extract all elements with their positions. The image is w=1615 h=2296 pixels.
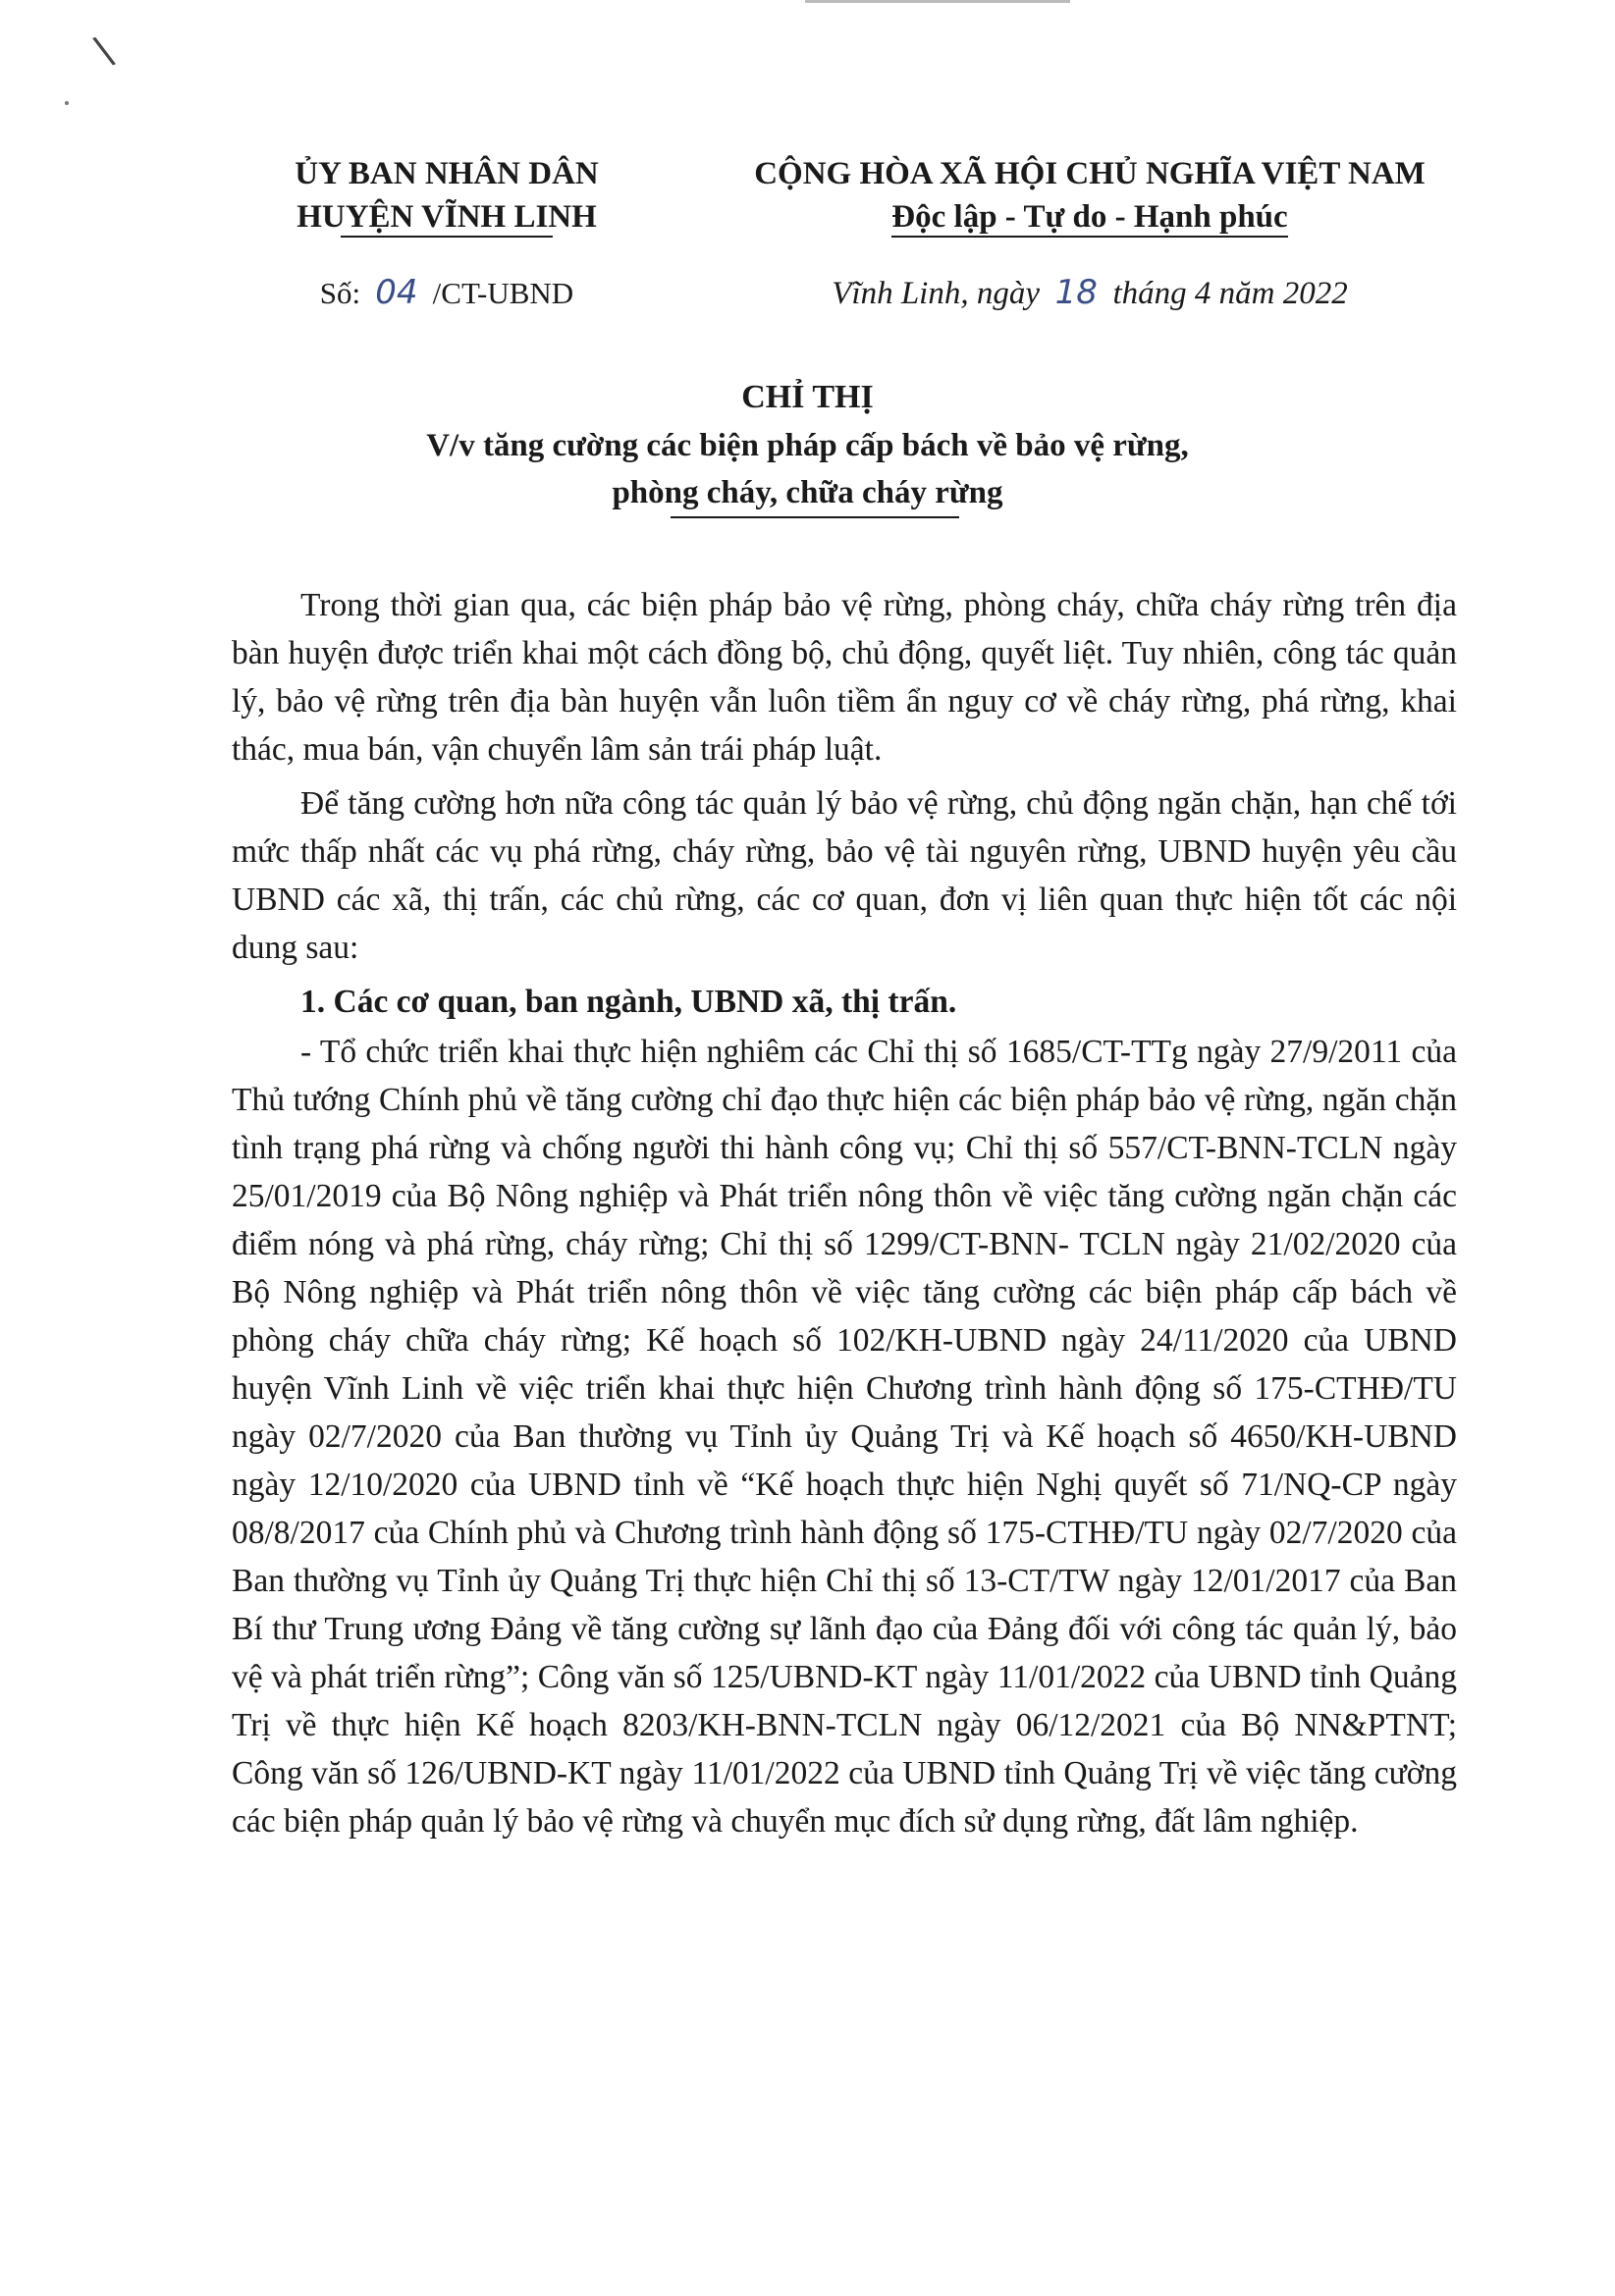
- doc-number-handwritten: 04: [375, 273, 418, 312]
- date-day-handwritten: 18: [1054, 273, 1098, 312]
- scan-edge-mark: [805, 0, 1070, 3]
- body-paragraph-2: Để tăng cường hơn nữa công tác quản lý bảo vệ rừng, chủ động ngăn chặn, hạn chế tới mức thấp nhất các vụ phá rừng, cháy rừng, bảo vệ tài nguyên rừng, UBND huyện yêu cầu UBND các xã, thị trấn, các chủ rừng, các cơ quan, đơn vị liên quan thực hiện tốt các nội dung sau:: [232, 785, 1457, 966]
- national-motto: Độc lập - Tự do - Hạnh phúc: [891, 195, 1287, 239]
- date-suffix: tháng 4 năm 2022: [1112, 276, 1348, 311]
- place-and-date: [677, 273, 1502, 313]
- section-1-item-1: - Tổ chức triển khai thực hiện nghiêm các Chỉ thị số 1685/CT-TTg ngày 27/9/2011 của Thủ tướng Chính phủ về tăng cường chỉ đạo thực hiện các biện pháp bảo vệ rừng, ngăn chặn tình trạng phá rừng và chống người thi hành công vụ; Chỉ thị số 557/CT-BNN-TCLN ngày 25/01/2019 của Bộ Nông nghiệp và Phát triển nông thôn về việc tăng cường ngăn chặn các điểm nóng và phá rừng, cháy rừng; Chỉ thị số 1299/CT-BNN- TCLN ngày 21/02/2020 của Bộ Nông nghiệp và Phát triển nông thôn về việc tăng cường các biện pháp cấp bách về phòng cháy chữa cháy rừng; Kế hoạch số 102/KH-UBND ngày 24/11/2020 của UBND huyện Vĩnh Linh về việc triển khai thực hiện Chương trình hành động số 175-CTHĐ/TU ngày 02/7/2020 của Ban thường vụ Tỉnh ủy Quảng Trị và Kế hoạch số 4650/KH-UBND ngày 12/10/2020 của UBND tỉnh về “Kế hoạch thực hiện Nghị quyết số 71/NQ-CP ngày 08/8/2017 của Chính phủ và Chương trình hành động số 175-CTHĐ/TU ngày 02/7/2020 của Ban thường vụ Tỉnh ủy Quảng Trị thực hiện Chỉ thị số 13-CT/TW ngày 12/01/2017 của Ban Bí thư Trung ương Đảng về tăng cường sự lãnh đạo của Đảng đối với công tác quản lý, bảo vệ và phát triển rừng”; Công văn số 125/UBND-KT ngày 11/01/2022 của UBND tỉnh Quảng Trị về thực hiện Kế hoạch 8203/KH-BNN-TCLN ngày 06/12/2021 của Bộ NN&PTNT; Công văn số 126/UBND-KT ngày 11/01/2022 của UBND tỉnh Quảng Trị về việc tăng cường các biện pháp quản lý bảo vệ rừng và chuyển mục đích sử dụng rừng, đất lâm nghiệp.: [232, 1034, 1457, 1840]
- body-paragraph-1: Trong thời gian qua, các biện pháp bảo vệ rừng, phòng cháy, chữa cháy rừng trên địa bàn huyện được triển khai một cách đồng bộ, chủ động, quyết liệt. Tuy nhiên, công tác quản lý, bảo vệ rừng trên địa bàn huyện vẫn luôn tiềm ẩn nguy cơ về cháy rừng, phá rừng, khai thác, mua bán, vận chuyển lâm sản trái pháp luật.: [232, 587, 1457, 768]
- document-subject: [0, 422, 1615, 516]
- document-number: [236, 273, 658, 313]
- scan-artifact-icon: ∖: [83, 27, 123, 78]
- scan-dot: [65, 101, 69, 105]
- national-heading: [677, 152, 1502, 239]
- issuing-agency: [236, 152, 658, 239]
- document-body: [232, 581, 1457, 1851]
- doc-number-suffix: /CT-UBND: [432, 276, 574, 310]
- agency-line2: HUYỆN VĨNH LINH: [296, 195, 597, 239]
- subject-line1: V/v tăng cường các biện pháp cấp bách về bảo vệ rừng,: [426, 428, 1189, 463]
- doc-number-prefix: Số:: [319, 276, 361, 310]
- date-prefix: Vĩnh Linh, ngày: [832, 276, 1040, 311]
- national-title: CỘNG HÒA XÃ HỘI CHỦ NGHĨA VIỆT NAM: [754, 156, 1426, 191]
- document-type: CHỈ THỊ: [741, 379, 874, 415]
- section-heading-1: 1. Các cơ quan, ban ngành, UBND xã, thị trấn.: [300, 984, 957, 1020]
- subject-line2: phòng cháy, chữa cháy rừng: [612, 469, 1002, 516]
- agency-line1: ỦY BAN NHÂN DÂN: [295, 156, 599, 191]
